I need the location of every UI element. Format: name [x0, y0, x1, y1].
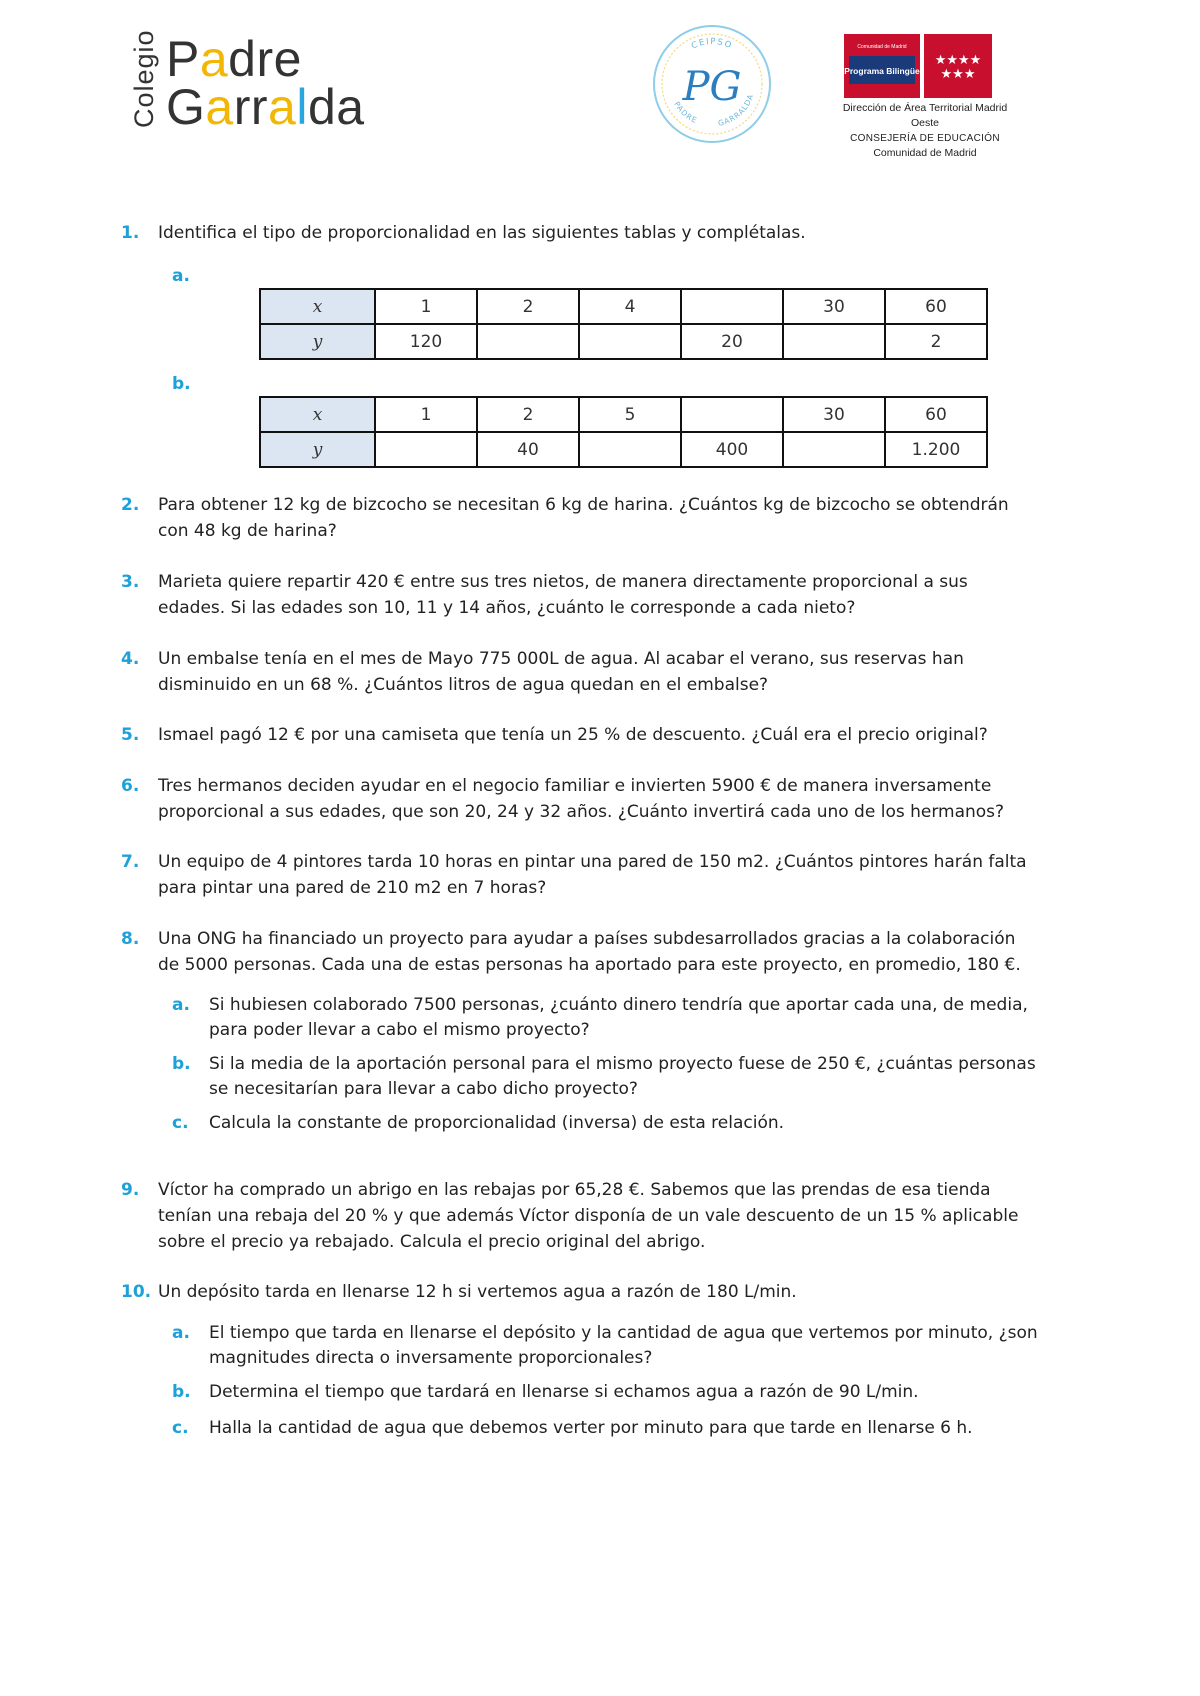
table-row [260, 324, 987, 359]
table-cell [681, 289, 783, 324]
question-text: Para obtener 12 kg de bizcocho se necesitan 6 kg de harina. ¿Cuántos kg de bizcocho se obtendrán [158, 495, 1009, 515]
table-cell [375, 432, 477, 467]
question-number: 8. [121, 929, 140, 949]
question-text: Tres hermanos deciden ayudar en el negocio familiar e invierten 5900 € de manera inversamente [158, 776, 992, 796]
table-cell: x [260, 289, 375, 324]
direction-line: Comunidad de Madrid [873, 147, 977, 159]
sub-text: El tiempo que tarda en llenarse el depósito y la cantidad de agua que vertemos por minuto, ¿son [209, 1323, 1038, 1343]
question-text: para pintar una pared de 210 m2 en 7 horas? [158, 878, 547, 898]
table-cell [477, 324, 579, 359]
table-row [260, 432, 987, 467]
sub-text: magnitudes directa o inversamente proporcionales? [209, 1348, 653, 1368]
table-cell: 40 [477, 432, 579, 467]
question-number: 4. [121, 649, 140, 669]
table-cell [783, 432, 885, 467]
table-cell: 2 [885, 324, 987, 359]
sub-text: Determina el tiempo que tardará en llenarse si echamos agua a razón de 90 L/min. [209, 1382, 919, 1402]
table-cell: 30 [783, 397, 885, 432]
table-a [259, 288, 988, 360]
table-cell: x [260, 397, 375, 432]
question-number: 5. [121, 725, 140, 745]
table-b [259, 396, 988, 468]
table-row [260, 289, 987, 324]
madrid-bilingual-logo [844, 34, 992, 98]
question-text: de 5000 personas. Cada una de estas personas ha aportado para este proyecto, en promedio, 180 €. [158, 955, 1021, 975]
education-direction-text [800, 101, 1050, 161]
table-cell: y [260, 432, 375, 467]
svg-text:PG: PG [682, 64, 742, 110]
direction-line: CONSEJERÍA DE EDUCACIÓN [850, 133, 1000, 144]
table-cell [681, 397, 783, 432]
question-text: con 48 kg de harina? [158, 521, 337, 541]
direction-line: Dirección de Área Territorial Madrid [842, 102, 1008, 114]
question-text: proporcional a sus edades, que son 20, 24 y 32 años. ¿Cuánto invertirá cada uno de los hermanos? [158, 802, 1005, 822]
logo-line-1: Padre [166, 31, 302, 87]
table-cell: 400 [681, 432, 783, 467]
svg-text:Comunidad de Madrid: Comunidad de Madrid [857, 44, 907, 50]
question-text: Un depósito tarda en llenarse 12 h si vertemos agua a razón de 180 L/min. [158, 1282, 797, 1302]
question-number: 1. [121, 223, 140, 243]
table-cell: 1 [375, 289, 477, 324]
question-text: Marieta quiere repartir 420 € entre sus tres nietos, de manera directamente proporcional a sus [158, 572, 968, 592]
logo-vertical-text: Colegio [129, 29, 159, 128]
sub-letter: c. [172, 1418, 189, 1438]
svg-text:PADRE: PADRE [672, 100, 699, 126]
sub-letter: b. [172, 1054, 191, 1074]
table-cell: 2 [477, 289, 579, 324]
question-text: edades. Si las edades son 10, 11 y 14 años, ¿cuánto le corresponde a cada nieto? [158, 598, 856, 618]
question-text: Un embalse tenía en el mes de Mayo 775 000L de agua. Al acabar el verano, sus reservas han [158, 649, 964, 669]
sub-letter: b. [172, 1382, 191, 1402]
table-cell: 120 [375, 324, 477, 359]
table-cell: y [260, 324, 375, 359]
logo-line-2: Garralda [166, 79, 365, 135]
table-cell [579, 324, 681, 359]
table-cell: 60 [885, 289, 987, 324]
question-text: tenían una rebaja del 20 % y que además Víctor disponía de un vale descuento de un 15 % aplicable [158, 1206, 1019, 1226]
question-text: Un equipo de 4 pintores tarda 10 horas en pintar una pared de 150 m2. ¿Cuántos pintores harán falta [158, 852, 1027, 872]
school-seal-logo [650, 22, 774, 146]
table-cell: 1 [375, 397, 477, 432]
table-row [260, 397, 987, 432]
svg-text:★★★★: ★★★★ [934, 53, 982, 68]
table-cell [579, 432, 681, 467]
question-text: Una ONG ha financiado un proyecto para ayudar a países subdesarrollados gracias a la colaboración [158, 929, 1016, 949]
table-cell: 4 [579, 289, 681, 324]
question-text: disminuido en un 68 %. ¿Cuántos litros de agua quedan en el embalse? [158, 675, 769, 695]
sub-letter: a. [172, 1323, 190, 1343]
sub-text: para poder llevar a cabo el mismo proyecto? [209, 1020, 590, 1040]
question-number: 9. [121, 1180, 140, 1200]
svg-text:CEIPSO: CEIPSO [689, 36, 735, 52]
table-cell: 5 [579, 397, 681, 432]
question-text: Identifica el tipo de proporcionalidad en las siguientes tablas y complétalas. [158, 223, 806, 243]
sub-text: Si hubiesen colaborado 7500 personas, ¿cuánto dinero tendría que aportar cada una, de media, [209, 995, 1028, 1015]
table-cell: 1.200 [885, 432, 987, 467]
table-b-letter: b. [172, 374, 191, 394]
table-a-letter: a. [172, 266, 190, 286]
question-number: 10. [121, 1282, 152, 1302]
table-cell: 20 [681, 324, 783, 359]
sub-text: Calcula la constante de proporcionalidad (inversa) de esta relación. [209, 1113, 785, 1133]
svg-text:GARRALDA: GARRALDA [717, 92, 756, 128]
sub-letter: c. [172, 1113, 189, 1133]
question-number: 3. [121, 572, 140, 592]
question-text: Ismael pagó 12 € por una camiseta que tenía un 25 % de descuento. ¿Cuál era el precio original? [158, 725, 988, 745]
table-cell: 30 [783, 289, 885, 324]
sub-letter: a. [172, 995, 190, 1015]
table-cell [783, 324, 885, 359]
table-cell: 60 [885, 397, 987, 432]
sub-text: Si la media de la aportación personal para el mismo proyecto fuese de 250 €, ¿cuántas personas [209, 1054, 1036, 1074]
question-text: Víctor ha comprado un abrigo en las rebajas por 65,28 €. Sabemos que las prendas de esa tienda [158, 1180, 991, 1200]
question-number: 7. [121, 852, 140, 872]
question-number: 6. [121, 776, 140, 796]
question-number: 2. [121, 495, 140, 515]
sub-text: se necesitarían para llevar a cabo dicho proyecto? [209, 1079, 638, 1099]
svg-text:★★★: ★★★ [940, 67, 976, 82]
sub-text: Halla la cantidad de agua que debemos verter por minuto para que tarde en llenarse 6 h. [209, 1418, 973, 1438]
svg-text:Programa Bilingüe: Programa Bilingüe [844, 66, 920, 76]
direction-line: Oeste [910, 117, 939, 129]
table-cell: 2 [477, 397, 579, 432]
question-text: sobre el precio ya rebajado. Calcula el precio original del abrigo. [158, 1232, 706, 1252]
